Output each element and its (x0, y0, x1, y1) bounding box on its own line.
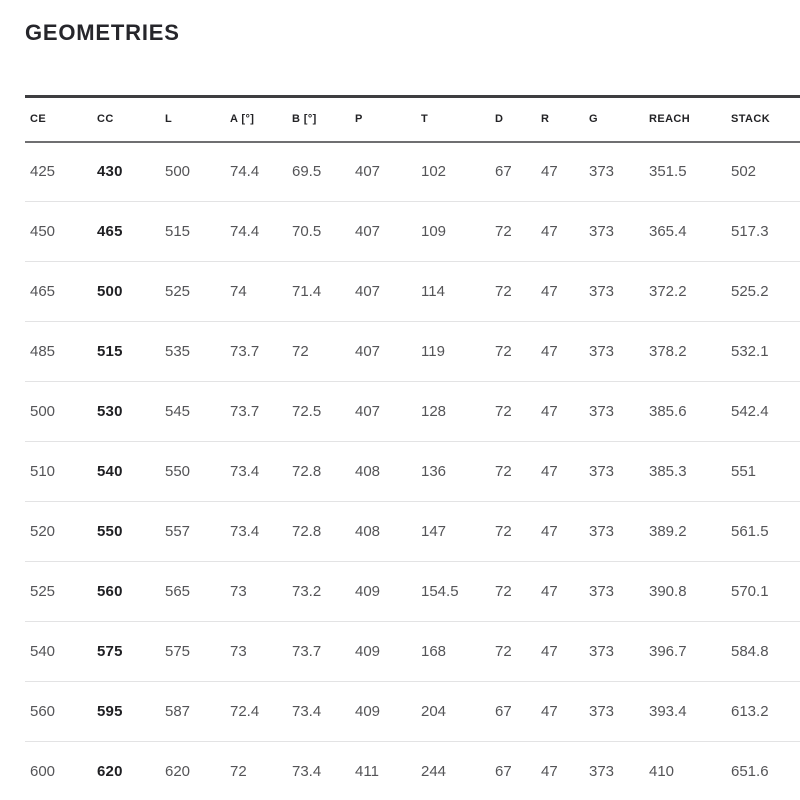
cell-reach: 389.2 (644, 502, 726, 562)
cell-stack: 502 (726, 142, 800, 202)
cell-ce: 485 (25, 322, 92, 382)
cell-b-deg: 72.5 (287, 382, 350, 442)
cell-r: 47 (536, 262, 584, 322)
cell-d: 72 (490, 562, 536, 622)
cell-b-deg: 73.7 (287, 622, 350, 682)
cell-p: 408 (350, 502, 416, 562)
cell-d: 67 (490, 742, 536, 800)
cell-ce: 560 (25, 682, 92, 742)
cell-t: 119 (416, 322, 490, 382)
cell-cc: 515 (92, 322, 160, 382)
cell-reach: 390.8 (644, 562, 726, 622)
cell-cc: 550 (92, 502, 160, 562)
cell-a-deg: 73.7 (225, 322, 287, 382)
column-header-reach: REACH (644, 97, 726, 142)
column-header-ce: CE (25, 97, 92, 142)
cell-a-deg: 73.7 (225, 382, 287, 442)
cell-cc: 530 (92, 382, 160, 442)
cell-stack: 561.5 (726, 502, 800, 562)
cell-a-deg: 73 (225, 562, 287, 622)
cell-g: 373 (584, 682, 644, 742)
cell-d: 72 (490, 322, 536, 382)
cell-cc: 540 (92, 442, 160, 502)
cell-stack: 651.6 (726, 742, 800, 800)
cell-cc: 560 (92, 562, 160, 622)
page-title: GEOMETRIES (25, 20, 180, 45)
cell-d: 72 (490, 202, 536, 262)
geometry-table (25, 95, 800, 800)
table-header-row (25, 97, 800, 142)
cell-r: 47 (536, 562, 584, 622)
cell-reach: 365.4 (644, 202, 726, 262)
cell-cc: 575 (92, 622, 160, 682)
cell-r: 47 (536, 142, 584, 202)
cell-stack: 613.2 (726, 682, 800, 742)
cell-p: 407 (350, 142, 416, 202)
cell-reach: 385.6 (644, 382, 726, 442)
cell-d: 72 (490, 382, 536, 442)
cell-t: 204 (416, 682, 490, 742)
column-header-r: R (536, 97, 584, 142)
cell-stack: 551 (726, 442, 800, 502)
table-row (25, 562, 800, 622)
cell-t: 102 (416, 142, 490, 202)
cell-d: 67 (490, 142, 536, 202)
cell-p: 408 (350, 442, 416, 502)
cell-t: 147 (416, 502, 490, 562)
cell-l: 515 (160, 202, 225, 262)
cell-r: 47 (536, 682, 584, 742)
cell-reach: 385.3 (644, 442, 726, 502)
cell-a-deg: 72 (225, 742, 287, 800)
table-row (25, 202, 800, 262)
cell-b-deg: 70.5 (287, 202, 350, 262)
table-row (25, 322, 800, 382)
cell-b-deg: 72 (287, 322, 350, 382)
cell-g: 373 (584, 202, 644, 262)
cell-cc: 430 (92, 142, 160, 202)
cell-ce: 510 (25, 442, 92, 502)
cell-r: 47 (536, 742, 584, 800)
cell-b-deg: 72.8 (287, 442, 350, 502)
cell-cc: 465 (92, 202, 160, 262)
cell-reach: 396.7 (644, 622, 726, 682)
cell-p: 407 (350, 202, 416, 262)
cell-l: 500 (160, 142, 225, 202)
cell-p: 409 (350, 622, 416, 682)
cell-r: 47 (536, 622, 584, 682)
cell-l: 545 (160, 382, 225, 442)
table-row (25, 142, 800, 202)
cell-ce: 500 (25, 382, 92, 442)
cell-d: 72 (490, 502, 536, 562)
cell-reach: 393.4 (644, 682, 726, 742)
cell-l: 535 (160, 322, 225, 382)
table-row (25, 682, 800, 742)
cell-a-deg: 74 (225, 262, 287, 322)
cell-stack: 517.3 (726, 202, 800, 262)
cell-ce: 525 (25, 562, 92, 622)
cell-reach: 410 (644, 742, 726, 800)
cell-p: 407 (350, 262, 416, 322)
table-row (25, 502, 800, 562)
column-header-t: T (416, 97, 490, 142)
cell-l: 575 (160, 622, 225, 682)
cell-g: 373 (584, 562, 644, 622)
cell-stack: 584.8 (726, 622, 800, 682)
cell-a-deg: 73 (225, 622, 287, 682)
cell-ce: 600 (25, 742, 92, 800)
cell-reach: 378.2 (644, 322, 726, 382)
cell-g: 373 (584, 322, 644, 382)
cell-b-deg: 71.4 (287, 262, 350, 322)
cell-g: 373 (584, 142, 644, 202)
cell-stack: 525.2 (726, 262, 800, 322)
cell-ce: 450 (25, 202, 92, 262)
cell-t: 168 (416, 622, 490, 682)
cell-t: 154.5 (416, 562, 490, 622)
cell-g: 373 (584, 742, 644, 800)
cell-g: 373 (584, 262, 644, 322)
table-row (25, 382, 800, 442)
cell-d: 67 (490, 682, 536, 742)
cell-a-deg: 72.4 (225, 682, 287, 742)
cell-a-deg: 74.4 (225, 202, 287, 262)
cell-t: 244 (416, 742, 490, 800)
table-row (25, 262, 800, 322)
table-row (25, 742, 800, 800)
cell-p: 411 (350, 742, 416, 800)
column-header-l: L (160, 97, 225, 142)
cell-stack: 570.1 (726, 562, 800, 622)
cell-l: 557 (160, 502, 225, 562)
cell-reach: 351.5 (644, 142, 726, 202)
cell-l: 550 (160, 442, 225, 502)
cell-p: 409 (350, 682, 416, 742)
column-header-stack: STACK (726, 97, 800, 142)
cell-ce: 540 (25, 622, 92, 682)
cell-ce: 465 (25, 262, 92, 322)
column-header-g: G (584, 97, 644, 142)
table-row (25, 442, 800, 502)
cell-t: 109 (416, 202, 490, 262)
cell-a-deg: 73.4 (225, 502, 287, 562)
cell-r: 47 (536, 502, 584, 562)
cell-d: 72 (490, 622, 536, 682)
cell-l: 620 (160, 742, 225, 800)
cell-b-deg: 69.5 (287, 142, 350, 202)
cell-reach: 372.2 (644, 262, 726, 322)
cell-r: 47 (536, 382, 584, 442)
cell-p: 407 (350, 382, 416, 442)
column-header-p: P (350, 97, 416, 142)
cell-g: 373 (584, 502, 644, 562)
cell-ce: 520 (25, 502, 92, 562)
cell-g: 373 (584, 382, 644, 442)
column-header-cc: CC (92, 97, 160, 142)
cell-cc: 595 (92, 682, 160, 742)
cell-l: 587 (160, 682, 225, 742)
cell-a-deg: 73.4 (225, 442, 287, 502)
cell-stack: 532.1 (726, 322, 800, 382)
cell-l: 565 (160, 562, 225, 622)
cell-t: 128 (416, 382, 490, 442)
cell-t: 136 (416, 442, 490, 502)
cell-cc: 620 (92, 742, 160, 800)
cell-a-deg: 74.4 (225, 142, 287, 202)
cell-l: 525 (160, 262, 225, 322)
column-header-b-deg: B [°] (287, 97, 350, 142)
cell-b-deg: 73.2 (287, 562, 350, 622)
cell-b-deg: 73.4 (287, 742, 350, 800)
cell-ce: 425 (25, 142, 92, 202)
cell-p: 409 (350, 562, 416, 622)
cell-p: 407 (350, 322, 416, 382)
cell-r: 47 (536, 442, 584, 502)
cell-r: 47 (536, 202, 584, 262)
cell-stack: 542.4 (726, 382, 800, 442)
cell-b-deg: 72.8 (287, 502, 350, 562)
cell-t: 114 (416, 262, 490, 322)
table-row (25, 622, 800, 682)
cell-b-deg: 73.4 (287, 682, 350, 742)
column-header-a-deg: A [°] (225, 97, 287, 142)
column-header-d: D (490, 97, 536, 142)
cell-r: 47 (536, 322, 584, 382)
cell-d: 72 (490, 442, 536, 502)
cell-g: 373 (584, 442, 644, 502)
cell-cc: 500 (92, 262, 160, 322)
cell-d: 72 (490, 262, 536, 322)
cell-g: 373 (584, 622, 644, 682)
